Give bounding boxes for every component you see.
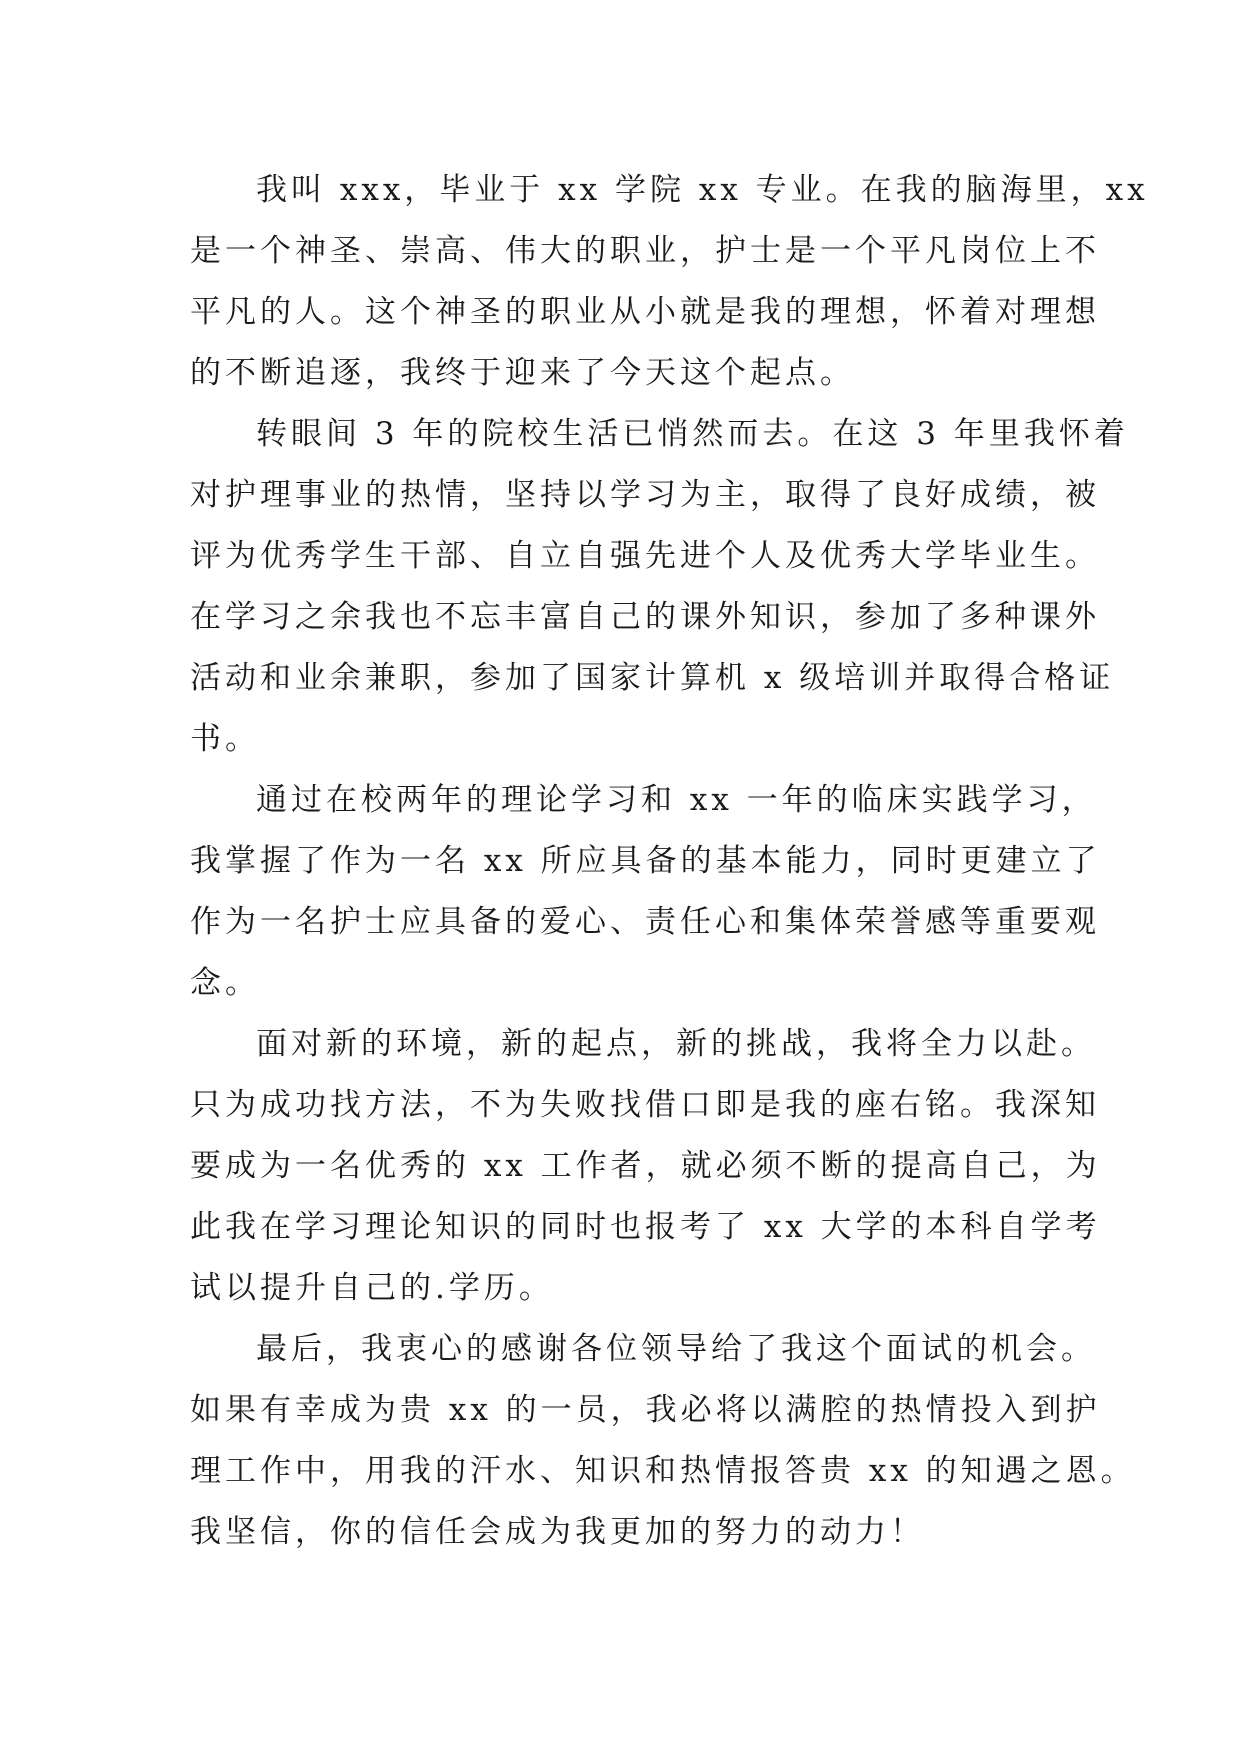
text-line: 在学习之余我也不忘丰富自己的课外知识，参加了多种课外 xyxy=(190,599,1100,635)
paragraph-closing xyxy=(190,1319,1136,1563)
text-line: 如果有幸成为贵 xx 的一员，我必将以满腔的热情投入到护 xyxy=(190,1392,1101,1428)
paragraph-introduction xyxy=(190,160,1149,404)
text-line: 评为优秀学生干部、自立自强先进个人及优秀大学毕业生。 xyxy=(190,538,1100,574)
text-line: 我坚信，你的信任会成为我更加的努力的动力！ xyxy=(190,1514,925,1550)
text-line: 要成为一名优秀的 xx 工作者，就必须不断的提高自己，为 xyxy=(190,1148,1101,1184)
text-line: 试以提升自己的.学历。 xyxy=(190,1270,554,1306)
paragraph-new-challenges xyxy=(190,1014,1101,1319)
text-line: 念。 xyxy=(190,965,260,1001)
text-line: 最后，我衷心的感谢各位领导给了我这个面试的机会。 xyxy=(256,1331,1096,1367)
text-line: 我叫 xxx，毕业于 xx 学院 xx 专业。在我的脑海里，xx xyxy=(256,172,1149,208)
text-line: 通过在校两年的理论学习和 xx 一年的临床实践学习， xyxy=(256,782,1097,818)
document-body xyxy=(190,160,1149,1563)
text-line: 书。 xyxy=(190,721,260,757)
text-line: 作为一名护士应具备的爱心、责任心和集体荣誉感等重要观 xyxy=(190,904,1100,940)
text-line: 转眼间 3 年的院校生活已悄然而去。在这 3 年里我怀着 xyxy=(256,416,1129,452)
text-line: 只为成功找方法，不为失败找借口即是我的座右铭。我深知 xyxy=(190,1087,1100,1123)
paragraph-practice xyxy=(190,770,1101,1014)
text-line: 的不断追逐，我终于迎来了今天这个起点。 xyxy=(190,355,855,391)
text-line: 平凡的人。这个神圣的职业从小就是我的理想，怀着对理想 xyxy=(190,294,1100,330)
paragraph-school-life xyxy=(190,404,1129,770)
text-line: 是一个神圣、崇高、伟大的职业，护士是一个平凡岗位上不 xyxy=(190,233,1100,269)
text-line: 对护理事业的热情，坚持以学习为主，取得了良好成绩，被 xyxy=(190,477,1100,513)
text-line: 理工作中，用我的汗水、知识和热情报答贵 xx 的知遇之恩。 xyxy=(190,1453,1136,1489)
text-line: 我掌握了作为一名 xx 所应具备的基本能力，同时更建立了 xyxy=(190,843,1101,879)
text-line: 此我在学习理论知识的同时也报考了 xx 大学的本科自学考 xyxy=(190,1209,1101,1245)
text-line: 面对新的环境，新的起点，新的挑战，我将全力以赴。 xyxy=(256,1026,1096,1062)
text-line: 活动和业余兼职，参加了国家计算机 x 级培训并取得合格证 xyxy=(190,660,1115,696)
